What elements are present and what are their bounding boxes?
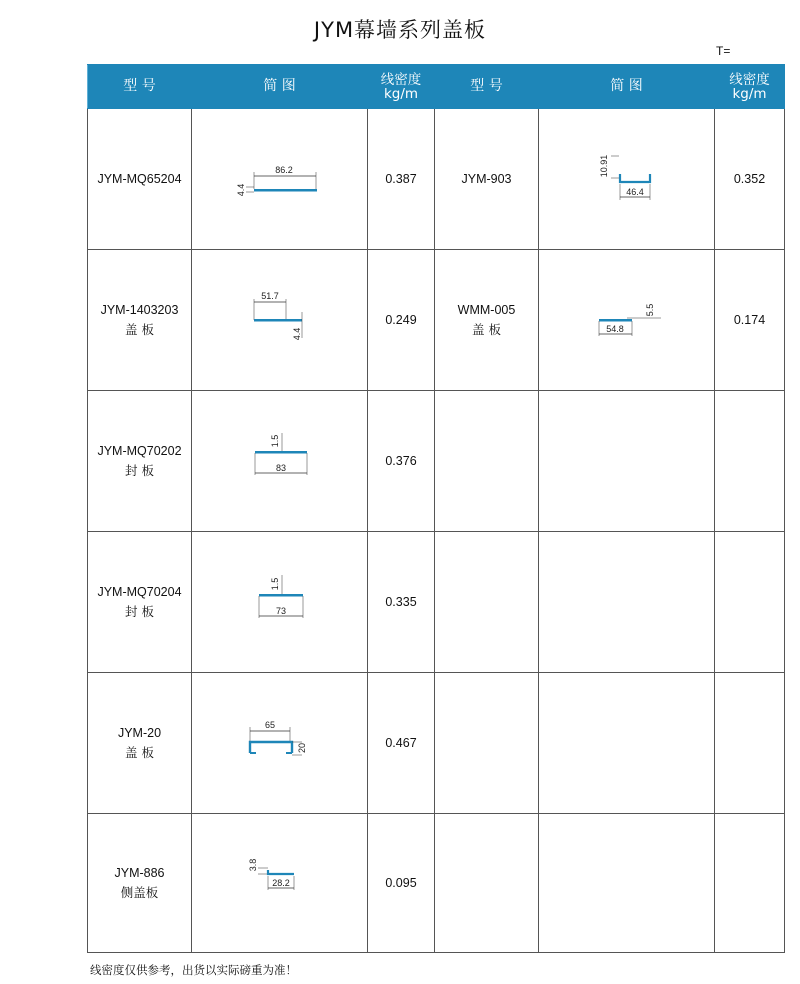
dimension-label: 83 [275,463,287,473]
empty-cell [715,814,785,953]
footnote: 线密度仅供参考，出货以实际磅重为准！ [90,963,297,977]
dimension-label: 73 [275,606,287,616]
model-cell [88,250,192,391]
model-code: JYM-1403203 [100,303,179,317]
model-description: 封 板 [125,463,154,478]
empty-cell [435,814,539,953]
dimension-label: 54.8 [606,324,624,334]
model-code: JYM-886 [114,866,165,880]
table-row [88,250,785,391]
empty-cell [539,532,715,673]
dimension-label: 46.4 [626,187,644,197]
sketch-cell [192,109,368,250]
profile-sketch [539,290,715,350]
model-cell [88,532,192,673]
model-code: JYM-903 [461,171,512,186]
dimension-label: 3.8 [248,858,258,872]
density-cell: 0.174 [715,250,785,391]
profile-shape [259,594,303,597]
profile-shape [255,451,307,454]
sketch-cell [192,814,368,953]
dimension-label: 1.5 [270,577,280,591]
profile-shape [254,189,317,192]
dimension-label: 86.2 [275,165,293,175]
profile-sketch [539,144,715,214]
profile-shape [599,319,632,322]
model-code: JYM-MQ70204 [97,585,182,599]
empty-cell [715,532,785,673]
model-code: JYM-MQ70202 [97,444,182,458]
density-cell: 0.335 [368,532,435,673]
header-density [715,65,785,109]
density-cell: 0.352 [715,109,785,250]
empty-cell [435,673,539,814]
model-code: JYM-20 [117,726,162,740]
dimension-label: 51.7 [261,291,279,301]
model-code: WMM-005 [457,303,516,317]
profile-sketch [192,713,368,773]
model-description: 盖 板 [125,322,154,337]
empty-cell [435,532,539,673]
table-row [88,673,785,814]
dimension-label: 20 [297,742,307,754]
profile-shape [268,870,294,874]
model-description: 封 板 [125,604,154,619]
profile-sketch [192,572,368,632]
model-cell [88,109,192,250]
sketch-cell [539,109,715,250]
empty-cell [539,814,715,953]
header-density-label: 线密度 [380,71,422,88]
model-cell [88,391,192,532]
model-code: JYM-MQ65204 [97,171,182,186]
density-cell: 0.376 [368,391,435,532]
sketch-cell [192,391,368,532]
model-description: 盖 板 [472,322,501,337]
table-row [88,532,785,673]
model-cell [88,814,192,953]
sketch-cell [192,673,368,814]
empty-cell [715,391,785,532]
density-cell: 0.095 [368,814,435,953]
header-sketch: 简 图 [192,65,368,109]
sketch-cell [192,532,368,673]
empty-cell [715,673,785,814]
model-cell [435,109,539,250]
dimension-label: 4.4 [236,183,246,197]
header-density [368,65,435,109]
density-cell: 0.249 [368,250,435,391]
header-model: 型 号 [435,65,539,109]
dimension-label: 28.2 [272,878,290,888]
model-description: 盖 板 [125,745,154,760]
model-cell [435,250,539,391]
sketch-cell [192,250,368,391]
table-row [88,814,785,953]
model-description: 侧盖板 [120,885,159,900]
table-header-row [88,65,785,109]
header-density-unit: kg/m [383,85,419,102]
density-cell: 0.387 [368,109,435,250]
header-model: 型 号 [88,65,192,109]
profile-shape [254,319,302,322]
empty-cell [539,673,715,814]
profile-sketch [192,431,368,491]
profile-sketch [192,290,368,350]
t-mark: T= [716,44,731,58]
header-sketch: 简 图 [539,65,715,109]
profile-sketch [192,149,368,209]
profile-shape [250,742,292,753]
model-cell [88,673,192,814]
sketch-cell [539,250,715,391]
table-row [88,109,785,250]
page-title: JYM幕墙系列盖板 [313,18,487,42]
dimension-label: 5.5 [645,303,655,317]
dimension-label: 10.91 [599,154,609,178]
header-density-label: 线密度 [729,71,770,88]
empty-cell [435,391,539,532]
header-density-unit: kg/m [732,85,767,102]
profile-shape [620,174,650,182]
profile-sketch [192,853,368,913]
dimension-label: 4.4 [292,327,302,341]
empty-cell [539,391,715,532]
density-cell: 0.467 [368,673,435,814]
dimension-label: 1.5 [270,434,280,448]
dimension-label: 65 [264,720,276,730]
table-row [88,391,785,532]
spec-table [87,64,785,953]
